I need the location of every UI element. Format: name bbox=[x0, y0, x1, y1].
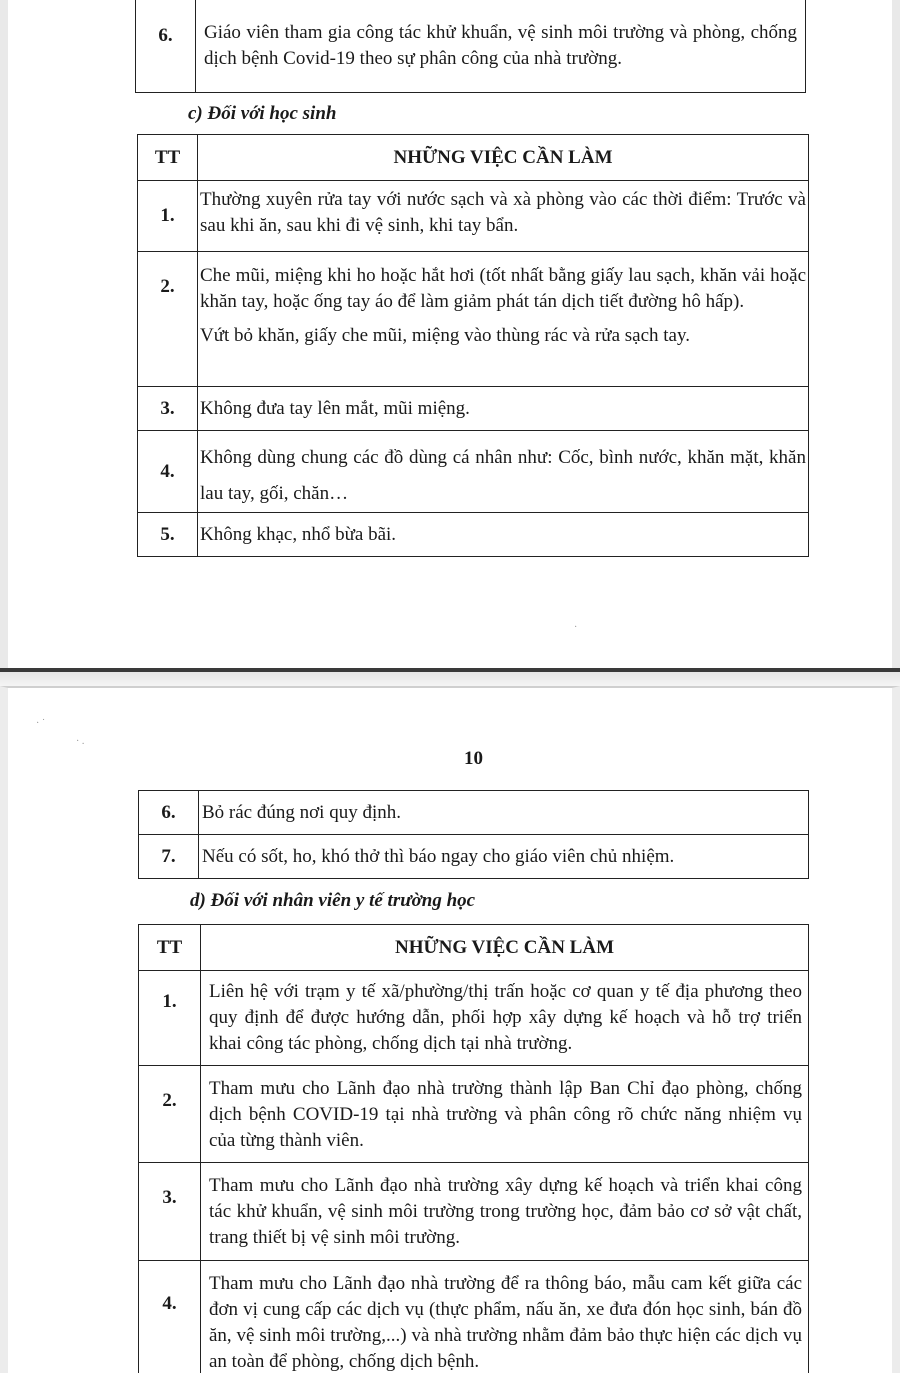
column-header-tt: TT bbox=[138, 135, 198, 181]
table-row bbox=[138, 252, 809, 387]
row-number: 3. bbox=[139, 1163, 201, 1261]
row-text bbox=[198, 513, 809, 557]
page-separator bbox=[0, 668, 900, 686]
page-number: 10 bbox=[464, 748, 483, 769]
document-page-bottom bbox=[0, 686, 900, 1373]
section-d-heading: d) Đối với nhân viên y tế trường học bbox=[190, 890, 476, 911]
row-text: Bỏ rác đúng nơi quy định. bbox=[199, 791, 809, 835]
row-paragraph: Không đưa tay lên mắt, mũi miệng. bbox=[200, 397, 470, 419]
row-number: 1. bbox=[139, 971, 201, 1066]
row-text bbox=[198, 252, 809, 387]
row-text: Nếu có sốt, ho, khó thở thì báo ngay cho giáo viên chủ nhiệm. bbox=[199, 835, 809, 879]
row-paragraph: Không khạc, nhổ bừa bãi. bbox=[200, 523, 397, 545]
scan-speck: · bbox=[574, 622, 578, 633]
medical-staff-tasks-table bbox=[138, 924, 809, 1373]
row-paragraph: Không dùng chung các đồ dùng cá nhân như: Cốc, bình nước, khăn mặt, khăn lau tay, gối, chăn… bbox=[200, 447, 806, 504]
row-number: 7. bbox=[139, 835, 199, 879]
row-number: 6. bbox=[139, 791, 199, 835]
table-header-row bbox=[139, 925, 809, 971]
row-number: 3. bbox=[138, 387, 198, 431]
student-tasks-table bbox=[137, 134, 809, 557]
row-text bbox=[198, 181, 809, 252]
table-row bbox=[138, 431, 809, 513]
table-row bbox=[138, 513, 809, 557]
column-header-tt: TT bbox=[139, 925, 201, 971]
row-number: 4. bbox=[139, 1261, 201, 1373]
student-tasks-table-continued bbox=[138, 790, 809, 879]
table-row bbox=[139, 1066, 809, 1163]
row-number: 1. bbox=[138, 181, 198, 252]
row-text: Liên hệ với trạm y tế xã/phường/thị trấn hoặc cơ quan y tế địa phương theo quy định để được hướng dẫn, phối hợp xây dựng kế hoạch và hỗ trợ triển khai công tác phòng, chống dịch tại nhà trường. bbox=[201, 971, 809, 1066]
table-row bbox=[139, 1261, 809, 1373]
table-header-row bbox=[138, 135, 809, 181]
scan-speck: · ˙ bbox=[36, 718, 46, 729]
column-header-tasks: NHỮNG VIỆC CẦN LÀM bbox=[201, 925, 809, 971]
table-row bbox=[139, 835, 809, 879]
teacher-tasks-table-tail bbox=[135, 0, 806, 93]
table-row bbox=[139, 971, 809, 1066]
document-page-top bbox=[0, 0, 900, 672]
row-text: Tham mưu cho Lãnh đạo nhà trường để ra thông báo, mẫu cam kết giữa các đơn vị cung cấp các dịch vụ (thực phẩm, nấu ăn, xe đưa đón học sinh, bán đồ ăn, vệ sinh môi trường,...) và nhà trường nhằm đảm bảo thực hiện các dịch vụ an toàn để phòng, chống dịch bệnh. bbox=[201, 1261, 809, 1373]
row-text: Tham mưu cho Lãnh đạo nhà trường thành lập Ban Chỉ đạo phòng, chống dịch bệnh COVID-19 tại nhà trường và phân công rõ chức năng nhiệm vụ của từng thành viên. bbox=[201, 1066, 809, 1163]
row-number: 4. bbox=[138, 431, 198, 513]
row-paragraph: Thường xuyên rửa tay với nước sạch và xà phòng vào các thời điểm: Trước và sau khi ăn, sau khi đi vệ sinh, khi tay bẩn. bbox=[200, 189, 806, 236]
table-row bbox=[136, 0, 806, 93]
scan-speck: · . bbox=[76, 736, 85, 747]
table-row bbox=[138, 181, 809, 252]
row-number: 6. bbox=[136, 0, 196, 93]
row-paragraph: Che mũi, miệng khi ho hoặc hắt hơi (tốt nhất bằng giấy lau sạch, khăn vải hoặc khăn tay, hoặc ống tay áo để làm giảm phát tán dịch tiết đường hô hấp). bbox=[200, 265, 806, 312]
table-row bbox=[139, 1163, 809, 1261]
row-text bbox=[198, 387, 809, 431]
row-text bbox=[198, 431, 809, 513]
table-row bbox=[138, 387, 809, 431]
row-paragraph: Vứt bỏ khăn, giấy che mũi, miệng vào thùng rác và rửa sạch tay. bbox=[200, 325, 690, 346]
row-number: 2. bbox=[138, 252, 198, 387]
column-header-tasks: NHỮNG VIỆC CẦN LÀM bbox=[198, 135, 809, 181]
row-text: Tham mưu cho Lãnh đạo nhà trường xây dựng kế hoạch và triển khai công tác khử khuẩn, vệ sinh môi trường trong trường học, đảm bảo cơ sở vật chất, trang thiết bị vệ sinh môi trường. bbox=[201, 1163, 809, 1261]
row-number: 2. bbox=[139, 1066, 201, 1163]
table-row bbox=[139, 791, 809, 835]
section-c-heading: c) Đối với học sinh bbox=[188, 103, 337, 124]
row-number: 5. bbox=[138, 513, 198, 557]
row-text: Giáo viên tham gia công tác khử khuẩn, vệ sinh môi trường và phòng, chống dịch bệnh Covid-19 theo sự phân công của nhà trường. bbox=[196, 0, 806, 93]
